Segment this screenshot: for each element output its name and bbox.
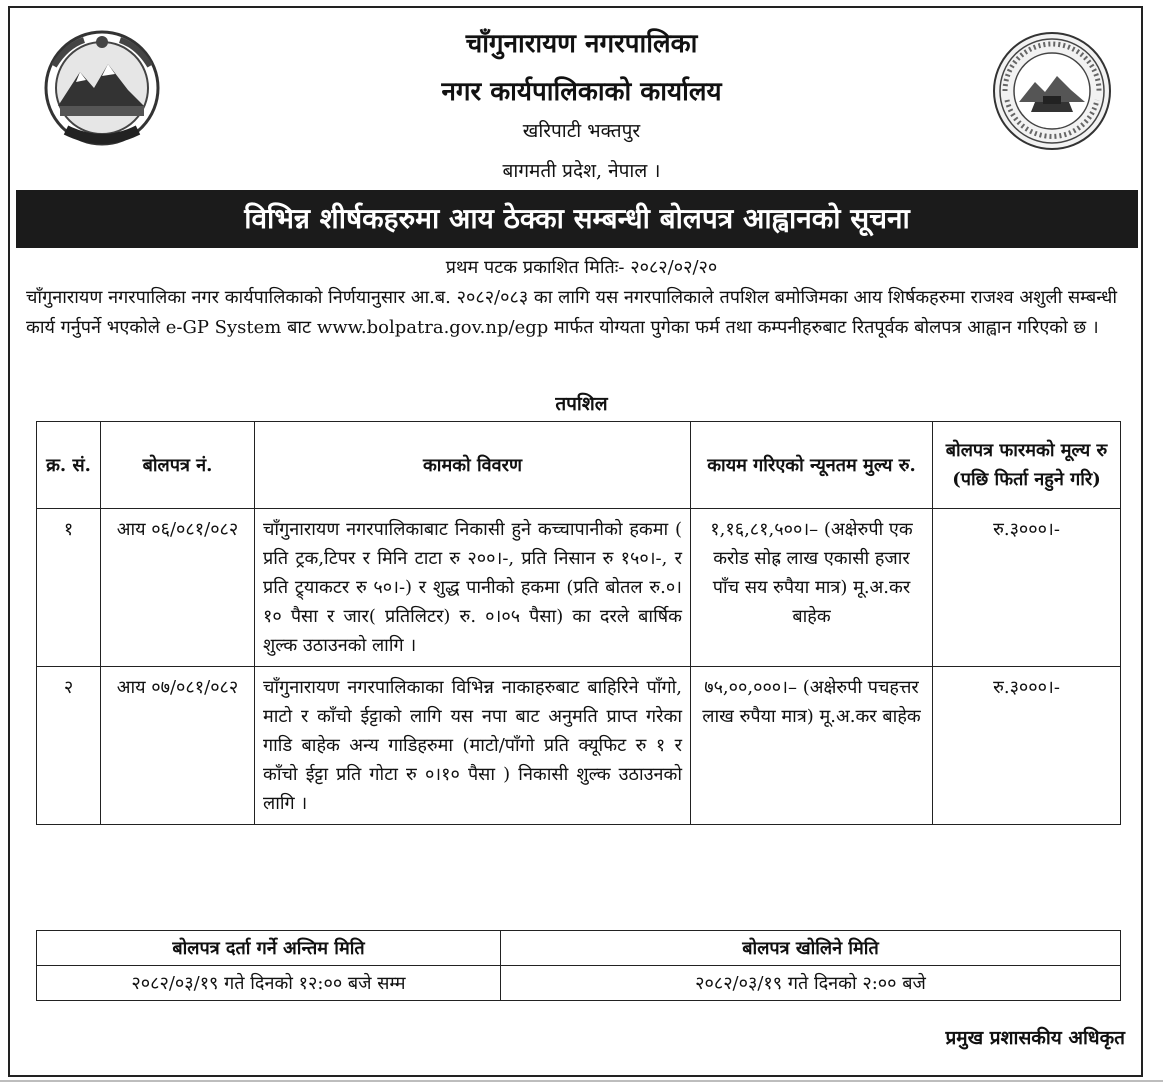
dates-value-row <box>37 966 1121 1001</box>
deadline-label: बोलपत्र दर्ता गर्ने अन्तिम मिति <box>37 931 501 966</box>
row-min-price: १,१६,८१,५००।– (अक्षेरुपी एक करोड सोह्र लाख एकासी हजार पाँच सय रुपैया मात्र) मू.अ.कर बाहेक <box>691 509 933 667</box>
address-line-2: बागमती प्रदेश, नेपाल । <box>502 160 661 182</box>
table-row <box>37 509 1121 667</box>
row-sn: २ <box>37 667 101 825</box>
address-line-1: खरिपाटी भक्तपुर <box>522 120 641 142</box>
page-bottom-rule <box>0 1080 1163 1082</box>
row-form-fee: रु.३०००।- <box>933 509 1121 667</box>
dates-table <box>36 930 1121 1001</box>
col-header-sn: क्र. सं. <box>37 422 101 509</box>
office-name: नगर कार्यपालिकाको कार्यालय <box>441 77 722 107</box>
opening-value: २०८२/०३/१९ गते दिनको २:०० बजे <box>501 966 1121 1001</box>
signatory-title: प्रमुख प्रशासकीय अधिकृत <box>945 1027 1125 1049</box>
col-header-bid-no: बोलपत्र नं. <box>101 422 255 509</box>
tender-table <box>36 421 1121 825</box>
col-header-min-price: कायम गरिएको न्यूनतम मुल्य रु. <box>691 422 933 509</box>
dates-header-row <box>37 931 1121 966</box>
intro-paragraph: चाँगुनारायण नगरपालिका नगर कार्यपालिकाको निर्णयानुसार आ.ब. २०८२/०८३ का लागि यस नगरपालिकाले तपशिल बमोजिमका आय शिर्षकहरुमा राजश्व अशुली सम्बन्धी कार्य गर्नुपर्ने भएकोले e-GP System बाट www.bolpatra.gov.np/egp मार्फत योग्यता पुगेका फर्म तथा कम्पनीहरुबाट रितपूर्वक बोलपत्र आह्वान गरिएको छ । <box>26 287 1118 338</box>
row-description: चाँगुनारायण नगरपालिकाबाट निकासी हुने कच्चापानीको हकमा ( प्रति ट्रक,टिपर र मिनि टाटा रु २००।-, प्रति निसान रु १५०।-, र प्रति ट्र्याकटर रु ५०।-) र शुद्ध पानीको हकमा (प्रति बोतल रु.०।१० पैसा र जार( प्रतिलिटर) रु. ०।०५ पैसा) का दरले बार्षिक शुल्क उठाउनको लागि । <box>255 509 691 667</box>
notice-title-banner: विभिन्न शीर्षकहरुमा आय ठेक्का सम्बन्धी बोलपत्र आह्वानको सूचना <box>16 190 1138 248</box>
schedule-heading: तपशिल <box>555 393 608 415</box>
row-bid-no: आय ०६/०८१/०८२ <box>101 509 255 667</box>
row-form-fee: रु.३०००।- <box>933 667 1121 825</box>
table-row <box>37 667 1121 825</box>
col-header-description: कामको विवरण <box>255 422 691 509</box>
row-description: चाँगुनारायण नगरपालिकाका विभिन्न नाकाहरुबाट बाहिरिने पाँगो, माटो र काँचो ईट्टाको लागि यस नपा बाट अनुमति प्राप्त गरेका गाडि बाहेक अन्य गाडिहरुमा (माटो/पाँगो प्रति क्यूफिट रु १ र काँचो ईट्टा प्रति गोटा रु ०।१० पैसा ) निकासी शुल्क उठाउनको लागि । <box>255 667 691 825</box>
publication-date: प्रथम पटक प्रकाशित मितिः- २०८२/०२/२० <box>445 257 718 278</box>
row-min-price: ७५,००,०००।– (अक्षेरुपी पचहत्तर लाख रुपैया मात्र) मू.अ.कर बाहेक <box>691 667 933 825</box>
municipality-name: चाँगुनारायण नगरपालिका <box>465 29 698 59</box>
opening-label: बोलपत्र खोलिने मिति <box>501 931 1121 966</box>
row-bid-no: आय ०७/०८१/०८२ <box>101 667 255 825</box>
deadline-value: २०८२/०३/१९ गते दिनको १२:०० बजे सम्म <box>37 966 501 1001</box>
col-header-form-fee: बोलपत्र फारमको मूल्य रु (पछि फिर्ता नहुने गरि) <box>933 422 1121 509</box>
table-header-row <box>37 422 1121 509</box>
row-sn: १ <box>37 509 101 667</box>
